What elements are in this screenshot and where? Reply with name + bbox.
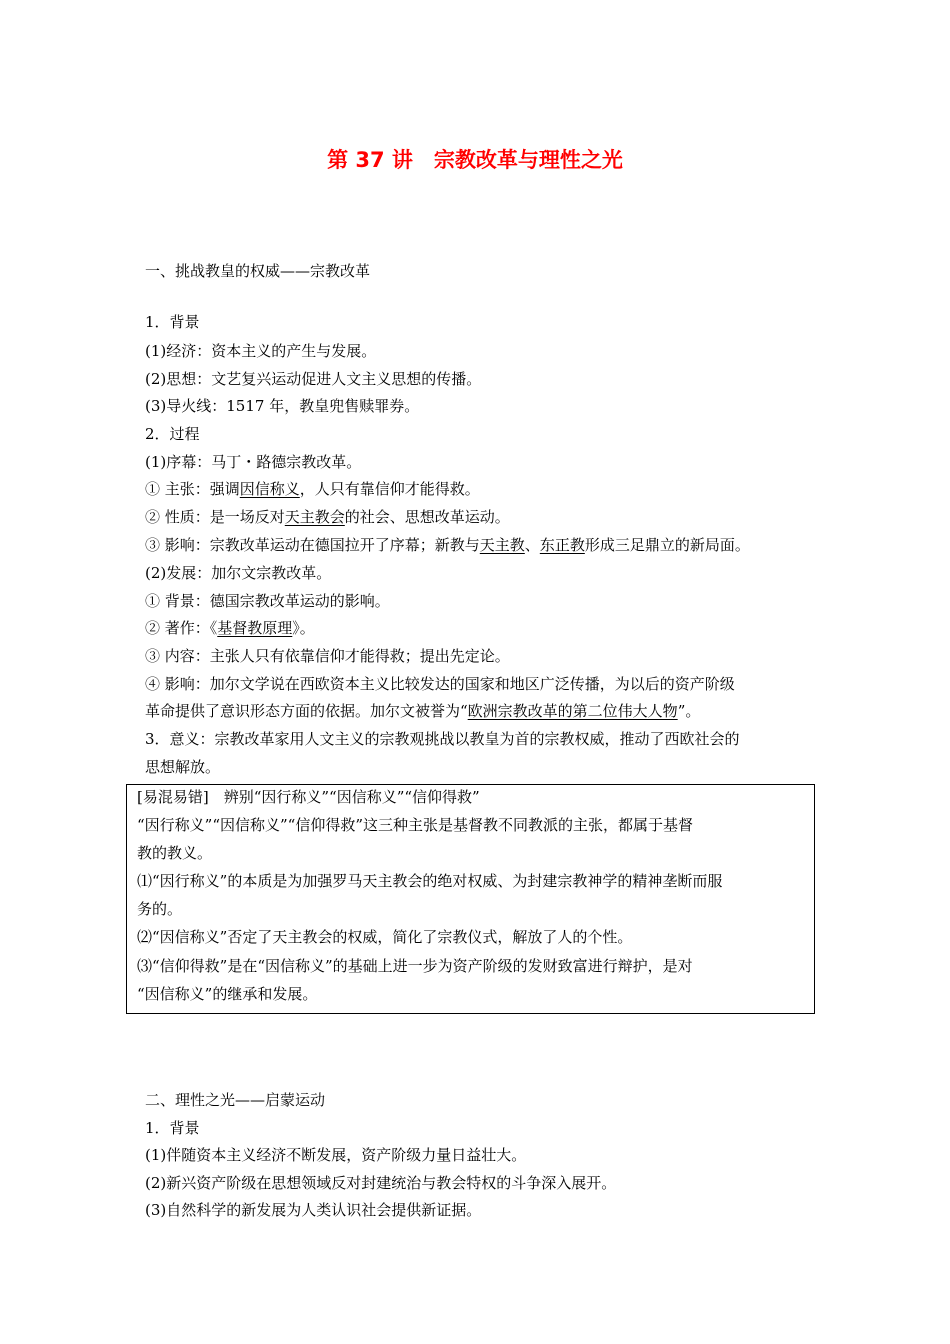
luther-impact-prefix: ③ 影响：宗教改革运动在德国拉开了序幕；新教与 xyxy=(145,536,480,554)
note-line-6: ⑶“信仰得救”是在“因信称义”的基础上进一步为资产阶级的发财致富进行辩护，是对 xyxy=(137,957,693,975)
luther-claim-keyword: 因信称义 xyxy=(239,480,300,498)
background-heading: 1．背景 xyxy=(145,313,200,331)
calvin-work-prefix: ② 著作：《 xyxy=(145,619,218,637)
meaning-line2: 思想解放。 xyxy=(145,758,221,776)
background-economy: (1)经济：资本主义的产生与发展。 xyxy=(145,342,377,360)
luther-claim xyxy=(145,479,480,499)
luther-impact-keyword-catholic: 天主教 xyxy=(479,536,525,554)
luther-impact xyxy=(145,535,750,555)
calvin-work-suffix: 》。 xyxy=(292,619,315,637)
prelude-luther: (1)序幕：马丁・路德宗教改革。 xyxy=(145,453,362,471)
note-line-7: “因信称义”的继承和发展。 xyxy=(137,985,318,1003)
luther-impact-keyword-orthodox: 东正教 xyxy=(539,536,585,554)
note-line-1: “因行称义”“因信称义”“信仰得救”这三种主张是基督教不同教派的主张，都属于基督 xyxy=(137,816,694,834)
note-line-2: 教的教义。 xyxy=(137,844,213,862)
luther-impact-separator: 、 xyxy=(524,536,540,554)
luther-impact-suffix: 形成三足鼎立的新局面。 xyxy=(584,536,750,554)
note-line-5: ⑵“因信称义”否定了天主教会的权威，简化了宗教仪式，解放了人的个性。 xyxy=(137,928,633,946)
enlightenment-background-2: (2)新兴资产阶级在思想领域反对封建统治与教会特权的斗争深入展开。 xyxy=(145,1174,617,1192)
luther-claim-prefix: ① 主张：强调 xyxy=(145,480,240,498)
luther-nature-prefix: ② 性质：是一场反对 xyxy=(145,508,285,526)
luther-claim-suffix: ，人只有靠信仰才能得救。 xyxy=(299,480,480,498)
luther-nature-keyword: 天主教会 xyxy=(284,508,345,526)
luther-nature-suffix: 的社会、思想改革运动。 xyxy=(344,508,510,526)
development-calvin: (2)发展：加尔文宗教改革。 xyxy=(145,564,332,582)
page-title: 第 37 讲 宗教改革与理性之光 xyxy=(327,148,623,172)
background-trigger: (3)导火线：1517 年，教皇兜售赎罪券。 xyxy=(145,397,420,415)
enlightenment-background-1: (1)伴随资本主义经济不断发展，资产阶级力量日益壮大。 xyxy=(145,1146,527,1164)
section-heading-reformation: 一、挑战教皇的权威——宗教改革 xyxy=(145,262,371,280)
note-line-3: ⑴“因行称义”的本质是为加强罗马天主教会的绝对权威、为封建宗教神学的精神垄断而服 xyxy=(137,872,723,890)
enlightenment-background-3: (3)自然科学的新发展为人类认识社会提供新证据。 xyxy=(145,1201,482,1219)
calvin-impact-line1: ④ 影响：加尔文学说在西欧资本主义比较发达的国家和地区广泛传播，为以后的资产阶级 xyxy=(145,675,735,693)
calvin-background: ① 背景：德国宗教改革运动的影响。 xyxy=(145,592,390,610)
calvin-content: ③ 内容：主张人只有依靠信仰才能得救；提出先定论。 xyxy=(145,647,510,665)
calvin-impact-suffix: ”。 xyxy=(677,702,701,720)
note-line-4: 务的。 xyxy=(137,900,183,918)
process-heading: 2．过程 xyxy=(145,425,200,443)
calvin-impact-line2 xyxy=(145,701,700,721)
calvin-work xyxy=(145,618,315,638)
luther-nature xyxy=(145,507,510,527)
calvin-work-title: 基督教原理 xyxy=(217,619,293,637)
section-heading-enlightenment: 二、理性之光——启蒙运动 xyxy=(145,1091,326,1109)
calvin-impact-keyword: 欧洲宗教改革的第二位伟大人物 xyxy=(467,702,678,720)
calvin-impact-prefix: 革命提供了意识形态方面的依据。加尔文被誉为“ xyxy=(145,702,468,720)
note-box xyxy=(126,784,815,1014)
background-thought: (2)思想：文艺复兴运动促进人文主义思想的传播。 xyxy=(145,370,482,388)
note-heading: [易混易错] 辨别“因行称义”“因信称义”“信仰得救” xyxy=(137,788,480,806)
enlightenment-background-heading: 1．背景 xyxy=(145,1119,200,1137)
meaning-line1: 3．意义：宗教改革家用人文主义的宗教观挑战以教皇为首的宗教权威，推动了西欧社会的 xyxy=(145,730,740,748)
